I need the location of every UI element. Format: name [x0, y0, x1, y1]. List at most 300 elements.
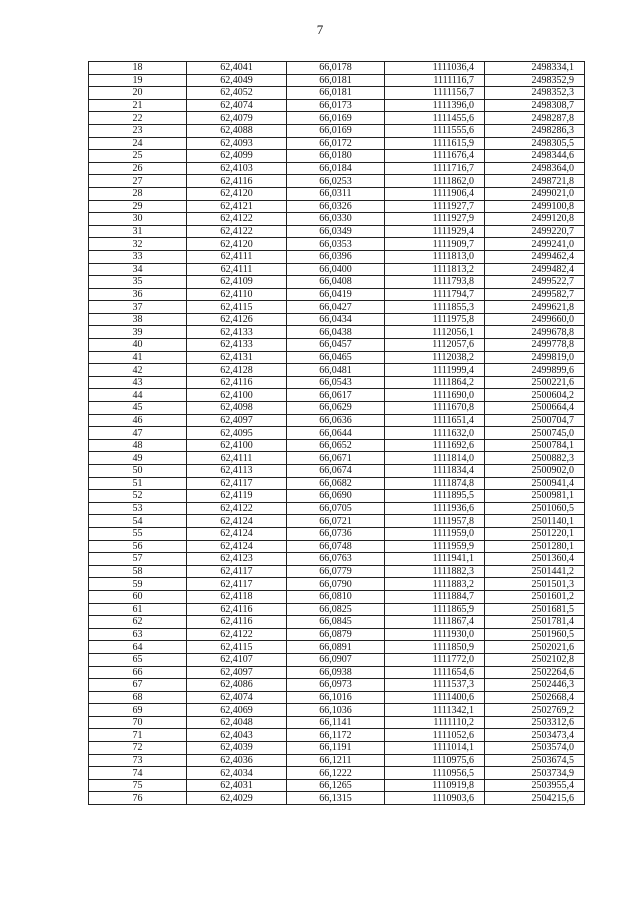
point-number-cell: 62	[89, 616, 187, 629]
point-number-cell: 45	[89, 402, 187, 415]
table-row	[89, 150, 585, 163]
y-coordinate-cell: 2501220,1	[485, 527, 585, 540]
latitude-cell: 62,4115	[187, 301, 287, 314]
latitude-cell: 62,4122	[187, 502, 287, 515]
y-coordinate-cell: 2502264,6	[485, 666, 585, 679]
table-row	[89, 263, 585, 276]
longitude-cell: 66,0790	[287, 578, 385, 591]
latitude-cell: 62,4097	[187, 414, 287, 427]
table-row	[89, 716, 585, 729]
y-coordinate-cell: 2503674,5	[485, 754, 585, 767]
x-coordinate-cell: 1111927,9	[385, 213, 485, 226]
longitude-cell: 66,1141	[287, 716, 385, 729]
longitude-cell: 66,0644	[287, 427, 385, 440]
longitude-cell: 66,1036	[287, 704, 385, 717]
point-number-cell: 52	[89, 490, 187, 503]
longitude-cell: 66,0173	[287, 99, 385, 112]
table-row	[89, 779, 585, 792]
x-coordinate-cell: 1111930,0	[385, 628, 485, 641]
point-number-cell: 27	[89, 175, 187, 188]
y-coordinate-cell: 2499021,0	[485, 187, 585, 200]
latitude-cell: 62,4100	[187, 439, 287, 452]
point-number-cell: 71	[89, 729, 187, 742]
point-number-cell: 18	[89, 62, 187, 75]
latitude-cell: 62,4031	[187, 779, 287, 792]
longitude-cell: 66,0184	[287, 162, 385, 175]
latitude-cell: 62,4117	[187, 477, 287, 490]
y-coordinate-cell: 2502668,4	[485, 691, 585, 704]
x-coordinate-cell: 1110903,6	[385, 792, 485, 805]
x-coordinate-cell: 1110956,5	[385, 767, 485, 780]
y-coordinate-cell: 2501280,1	[485, 540, 585, 553]
y-coordinate-cell: 2499522,7	[485, 276, 585, 289]
longitude-cell: 66,0180	[287, 150, 385, 163]
longitude-cell: 66,0636	[287, 414, 385, 427]
x-coordinate-cell: 1111052,6	[385, 729, 485, 742]
point-number-cell: 39	[89, 326, 187, 339]
latitude-cell: 62,4110	[187, 288, 287, 301]
latitude-cell: 62,4099	[187, 150, 287, 163]
latitude-cell: 62,4117	[187, 578, 287, 591]
coordinates-table-body	[89, 62, 585, 805]
y-coordinate-cell: 2500604,2	[485, 389, 585, 402]
longitude-cell: 66,1016	[287, 691, 385, 704]
latitude-cell: 62,4093	[187, 137, 287, 150]
x-coordinate-cell: 1111110,2	[385, 716, 485, 729]
point-number-cell: 23	[89, 124, 187, 137]
point-number-cell: 60	[89, 590, 187, 603]
point-number-cell: 32	[89, 238, 187, 251]
x-coordinate-cell: 1111615,9	[385, 137, 485, 150]
table-row	[89, 691, 585, 704]
point-number-cell: 53	[89, 502, 187, 515]
latitude-cell: 62,4116	[187, 616, 287, 629]
longitude-cell: 66,0736	[287, 527, 385, 540]
point-number-cell: 69	[89, 704, 187, 717]
latitude-cell: 62,4133	[187, 339, 287, 352]
y-coordinate-cell: 2498344,6	[485, 150, 585, 163]
point-number-cell: 21	[89, 99, 187, 112]
point-number-cell: 74	[89, 767, 187, 780]
longitude-cell: 66,0907	[287, 653, 385, 666]
point-number-cell: 63	[89, 628, 187, 641]
latitude-cell: 62,4122	[187, 213, 287, 226]
latitude-cell: 62,4120	[187, 238, 287, 251]
longitude-cell: 66,0181	[287, 74, 385, 87]
x-coordinate-cell: 1111116,7	[385, 74, 485, 87]
point-number-cell: 29	[89, 200, 187, 213]
point-number-cell: 19	[89, 74, 187, 87]
y-coordinate-cell: 2501060,5	[485, 502, 585, 515]
x-coordinate-cell: 1111884,7	[385, 590, 485, 603]
latitude-cell: 62,4103	[187, 162, 287, 175]
point-number-cell: 35	[89, 276, 187, 289]
latitude-cell: 62,4133	[187, 326, 287, 339]
y-coordinate-cell: 2503574,0	[485, 742, 585, 755]
y-coordinate-cell: 2503312,6	[485, 716, 585, 729]
x-coordinate-cell: 1112056,1	[385, 326, 485, 339]
y-coordinate-cell: 2500981,1	[485, 490, 585, 503]
latitude-cell: 62,4095	[187, 427, 287, 440]
x-coordinate-cell: 1111850,9	[385, 641, 485, 654]
point-number-cell: 66	[89, 666, 187, 679]
point-number-cell: 58	[89, 565, 187, 578]
point-number-cell: 51	[89, 477, 187, 490]
longitude-cell: 66,0973	[287, 679, 385, 692]
y-coordinate-cell: 2499819,0	[485, 351, 585, 364]
point-number-cell: 73	[89, 754, 187, 767]
x-coordinate-cell: 1111864,2	[385, 376, 485, 389]
x-coordinate-cell: 1111814,0	[385, 452, 485, 465]
x-coordinate-cell: 1111014,1	[385, 742, 485, 755]
y-coordinate-cell: 2499621,8	[485, 301, 585, 314]
longitude-cell: 66,0438	[287, 326, 385, 339]
table-row	[89, 238, 585, 251]
point-number-cell: 42	[89, 364, 187, 377]
y-coordinate-cell: 2503955,4	[485, 779, 585, 792]
latitude-cell: 62,4111	[187, 263, 287, 276]
point-number-cell: 25	[89, 150, 187, 163]
table-row	[89, 767, 585, 780]
x-coordinate-cell: 1111537,3	[385, 679, 485, 692]
y-coordinate-cell: 2501140,1	[485, 515, 585, 528]
latitude-cell: 62,4069	[187, 704, 287, 717]
latitude-cell: 62,4039	[187, 742, 287, 755]
table-row	[89, 87, 585, 100]
table-row	[89, 452, 585, 465]
longitude-cell: 66,0408	[287, 276, 385, 289]
y-coordinate-cell: 2501601,2	[485, 590, 585, 603]
longitude-cell: 66,0253	[287, 175, 385, 188]
y-coordinate-cell: 2500902,0	[485, 465, 585, 478]
longitude-cell: 66,1222	[287, 767, 385, 780]
point-number-cell: 38	[89, 313, 187, 326]
x-coordinate-cell: 1111909,7	[385, 238, 485, 251]
y-coordinate-cell: 2498286,3	[485, 124, 585, 137]
longitude-cell: 66,0721	[287, 515, 385, 528]
latitude-cell: 62,4052	[187, 87, 287, 100]
point-number-cell: 24	[89, 137, 187, 150]
longitude-cell: 66,0353	[287, 238, 385, 251]
y-coordinate-cell: 2499462,4	[485, 250, 585, 263]
latitude-cell: 62,4029	[187, 792, 287, 805]
latitude-cell: 62,4107	[187, 653, 287, 666]
x-coordinate-cell: 1111867,4	[385, 616, 485, 629]
latitude-cell: 62,4124	[187, 515, 287, 528]
table-row	[89, 465, 585, 478]
latitude-cell: 62,4116	[187, 376, 287, 389]
latitude-cell: 62,4100	[187, 389, 287, 402]
latitude-cell: 62,4048	[187, 716, 287, 729]
longitude-cell: 66,0845	[287, 616, 385, 629]
latitude-cell: 62,4098	[187, 402, 287, 415]
latitude-cell: 62,4128	[187, 364, 287, 377]
table-row	[89, 742, 585, 755]
y-coordinate-cell: 2499482,4	[485, 263, 585, 276]
x-coordinate-cell: 1111651,4	[385, 414, 485, 427]
x-coordinate-cell: 1111036,4	[385, 62, 485, 75]
page-number: 7	[316, 22, 324, 37]
x-coordinate-cell: 1110919,8	[385, 779, 485, 792]
table-row	[89, 124, 585, 137]
latitude-cell: 62,4074	[187, 691, 287, 704]
table-row	[89, 540, 585, 553]
coordinates-table	[88, 61, 585, 805]
table-row	[89, 288, 585, 301]
y-coordinate-cell: 2499582,7	[485, 288, 585, 301]
point-number-cell: 59	[89, 578, 187, 591]
table-row	[89, 389, 585, 402]
longitude-cell: 66,0169	[287, 112, 385, 125]
y-coordinate-cell: 2500704,7	[485, 414, 585, 427]
longitude-cell: 66,0652	[287, 439, 385, 452]
point-number-cell: 37	[89, 301, 187, 314]
y-coordinate-cell: 2501360,4	[485, 553, 585, 566]
table-row	[89, 313, 585, 326]
y-coordinate-cell: 2500664,4	[485, 402, 585, 415]
point-number-cell: 56	[89, 540, 187, 553]
point-number-cell: 67	[89, 679, 187, 692]
y-coordinate-cell: 2502769,2	[485, 704, 585, 717]
table-row	[89, 578, 585, 591]
y-coordinate-cell: 2504215,6	[485, 792, 585, 805]
longitude-cell: 66,0427	[287, 301, 385, 314]
y-coordinate-cell: 2499778,8	[485, 339, 585, 352]
longitude-cell: 66,0396	[287, 250, 385, 263]
longitude-cell: 66,0674	[287, 465, 385, 478]
longitude-cell: 66,0543	[287, 376, 385, 389]
table-row	[89, 641, 585, 654]
longitude-cell: 66,0617	[287, 389, 385, 402]
latitude-cell: 62,4124	[187, 540, 287, 553]
y-coordinate-cell: 2498334,1	[485, 62, 585, 75]
latitude-cell: 62,4117	[187, 565, 287, 578]
latitude-cell: 62,4049	[187, 74, 287, 87]
table-row	[89, 502, 585, 515]
table-row	[89, 74, 585, 87]
point-number-cell: 54	[89, 515, 187, 528]
table-row	[89, 250, 585, 263]
longitude-cell: 66,1191	[287, 742, 385, 755]
x-coordinate-cell: 1111883,2	[385, 578, 485, 591]
longitude-cell: 66,0891	[287, 641, 385, 654]
latitude-cell: 62,4122	[187, 628, 287, 641]
table-row	[89, 792, 585, 805]
latitude-cell: 62,4111	[187, 452, 287, 465]
table-row	[89, 729, 585, 742]
x-coordinate-cell: 1111999,4	[385, 364, 485, 377]
x-coordinate-cell: 1111555,6	[385, 124, 485, 137]
point-number-cell: 49	[89, 452, 187, 465]
point-number-cell: 50	[89, 465, 187, 478]
longitude-cell: 66,0419	[287, 288, 385, 301]
x-coordinate-cell: 1111927,7	[385, 200, 485, 213]
latitude-cell: 62,4121	[187, 200, 287, 213]
y-coordinate-cell: 2499100,8	[485, 200, 585, 213]
x-coordinate-cell: 1112038,2	[385, 351, 485, 364]
y-coordinate-cell: 2498352,9	[485, 74, 585, 87]
point-number-cell: 65	[89, 653, 187, 666]
table-row	[89, 162, 585, 175]
y-coordinate-cell: 2498364,0	[485, 162, 585, 175]
latitude-cell: 62,4119	[187, 490, 287, 503]
latitude-cell: 62,4116	[187, 175, 287, 188]
point-number-cell: 61	[89, 603, 187, 616]
point-number-cell: 57	[89, 553, 187, 566]
point-number-cell: 28	[89, 187, 187, 200]
x-coordinate-cell: 1111834,4	[385, 465, 485, 478]
y-coordinate-cell: 2501781,4	[485, 616, 585, 629]
point-number-cell: 22	[89, 112, 187, 125]
longitude-cell: 66,0434	[287, 313, 385, 326]
y-coordinate-cell: 2501960,5	[485, 628, 585, 641]
point-number-cell: 68	[89, 691, 187, 704]
y-coordinate-cell: 2503734,9	[485, 767, 585, 780]
latitude-cell: 62,4118	[187, 590, 287, 603]
point-number-cell: 72	[89, 742, 187, 755]
x-coordinate-cell: 1111813,2	[385, 263, 485, 276]
x-coordinate-cell: 1111975,8	[385, 313, 485, 326]
table-row	[89, 339, 585, 352]
x-coordinate-cell: 1111772,0	[385, 653, 485, 666]
latitude-cell: 62,4043	[187, 729, 287, 742]
x-coordinate-cell: 1111929,4	[385, 225, 485, 238]
longitude-cell: 66,1265	[287, 779, 385, 792]
point-number-cell: 34	[89, 263, 187, 276]
table-row	[89, 653, 585, 666]
longitude-cell: 66,0172	[287, 137, 385, 150]
longitude-cell: 66,0938	[287, 666, 385, 679]
point-number-cell: 44	[89, 389, 187, 402]
longitude-cell: 66,0705	[287, 502, 385, 515]
longitude-cell: 66,0178	[287, 62, 385, 75]
longitude-cell: 66,0763	[287, 553, 385, 566]
y-coordinate-cell: 2500221,6	[485, 376, 585, 389]
y-coordinate-cell: 2498287,8	[485, 112, 585, 125]
table-row	[89, 490, 585, 503]
x-coordinate-cell: 1111793,8	[385, 276, 485, 289]
y-coordinate-cell: 2502021,6	[485, 641, 585, 654]
point-number-cell: 47	[89, 427, 187, 440]
x-coordinate-cell: 1111941,1	[385, 553, 485, 566]
point-number-cell: 40	[89, 339, 187, 352]
longitude-cell: 66,1172	[287, 729, 385, 742]
y-coordinate-cell: 2498352,3	[485, 87, 585, 100]
point-number-cell: 43	[89, 376, 187, 389]
y-coordinate-cell: 2499678,8	[485, 326, 585, 339]
point-number-cell: 36	[89, 288, 187, 301]
y-coordinate-cell: 2499660,0	[485, 313, 585, 326]
point-number-cell: 30	[89, 213, 187, 226]
point-number-cell: 48	[89, 439, 187, 452]
x-coordinate-cell: 1112057,6	[385, 339, 485, 352]
longitude-cell: 66,0671	[287, 452, 385, 465]
latitude-cell: 62,4079	[187, 112, 287, 125]
y-coordinate-cell: 2502446,3	[485, 679, 585, 692]
longitude-cell: 66,0400	[287, 263, 385, 276]
point-number-cell: 33	[89, 250, 187, 263]
table-row	[89, 175, 585, 188]
y-coordinate-cell: 2498305,5	[485, 137, 585, 150]
point-number-cell: 64	[89, 641, 187, 654]
table-row	[89, 326, 585, 339]
point-number-cell: 26	[89, 162, 187, 175]
y-coordinate-cell: 2500882,3	[485, 452, 585, 465]
x-coordinate-cell: 1111156,7	[385, 87, 485, 100]
point-number-cell: 31	[89, 225, 187, 238]
table-row	[89, 225, 585, 238]
y-coordinate-cell: 2499241,0	[485, 238, 585, 251]
latitude-cell: 62,4034	[187, 767, 287, 780]
latitude-cell: 62,4131	[187, 351, 287, 364]
point-number-cell: 55	[89, 527, 187, 540]
longitude-cell: 66,0457	[287, 339, 385, 352]
x-coordinate-cell: 1111654,6	[385, 666, 485, 679]
table-row	[89, 364, 585, 377]
x-coordinate-cell: 1111865,9	[385, 603, 485, 616]
longitude-cell: 66,0311	[287, 187, 385, 200]
latitude-cell: 62,4109	[187, 276, 287, 289]
table-row	[89, 213, 585, 226]
y-coordinate-cell: 2499220,7	[485, 225, 585, 238]
x-coordinate-cell: 1111874,8	[385, 477, 485, 490]
table-row	[89, 200, 585, 213]
table-row	[89, 477, 585, 490]
longitude-cell: 66,0169	[287, 124, 385, 137]
longitude-cell: 66,0690	[287, 490, 385, 503]
x-coordinate-cell: 1111692,6	[385, 439, 485, 452]
x-coordinate-cell: 1111882,3	[385, 565, 485, 578]
longitude-cell: 66,1315	[287, 792, 385, 805]
table-row	[89, 301, 585, 314]
latitude-cell: 62,4116	[187, 603, 287, 616]
latitude-cell: 62,4120	[187, 187, 287, 200]
y-coordinate-cell: 2503473,4	[485, 729, 585, 742]
table-row	[89, 402, 585, 415]
latitude-cell: 62,4124	[187, 527, 287, 540]
longitude-cell: 66,0330	[287, 213, 385, 226]
table-row	[89, 628, 585, 641]
x-coordinate-cell: 1111936,6	[385, 502, 485, 515]
x-coordinate-cell: 1111794,7	[385, 288, 485, 301]
table-row	[89, 515, 585, 528]
latitude-cell: 62,4122	[187, 225, 287, 238]
table-row	[89, 414, 585, 427]
x-coordinate-cell: 1111455,6	[385, 112, 485, 125]
table-row	[89, 527, 585, 540]
latitude-cell: 62,4115	[187, 641, 287, 654]
table-row	[89, 187, 585, 200]
latitude-cell: 62,4036	[187, 754, 287, 767]
longitude-cell: 66,0682	[287, 477, 385, 490]
latitude-cell: 62,4086	[187, 679, 287, 692]
x-coordinate-cell: 1111400,6	[385, 691, 485, 704]
longitude-cell: 66,0879	[287, 628, 385, 641]
point-number-cell: 46	[89, 414, 187, 427]
longitude-cell: 66,0465	[287, 351, 385, 364]
longitude-cell: 66,0810	[287, 590, 385, 603]
table-row	[89, 137, 585, 150]
x-coordinate-cell: 1111396,0	[385, 99, 485, 112]
table-row	[89, 276, 585, 289]
latitude-cell: 62,4074	[187, 99, 287, 112]
x-coordinate-cell: 1111632,0	[385, 427, 485, 440]
x-coordinate-cell: 1111959,0	[385, 527, 485, 540]
table-row	[89, 565, 585, 578]
table-row	[89, 754, 585, 767]
y-coordinate-cell: 2501501,3	[485, 578, 585, 591]
y-coordinate-cell: 2500784,1	[485, 439, 585, 452]
